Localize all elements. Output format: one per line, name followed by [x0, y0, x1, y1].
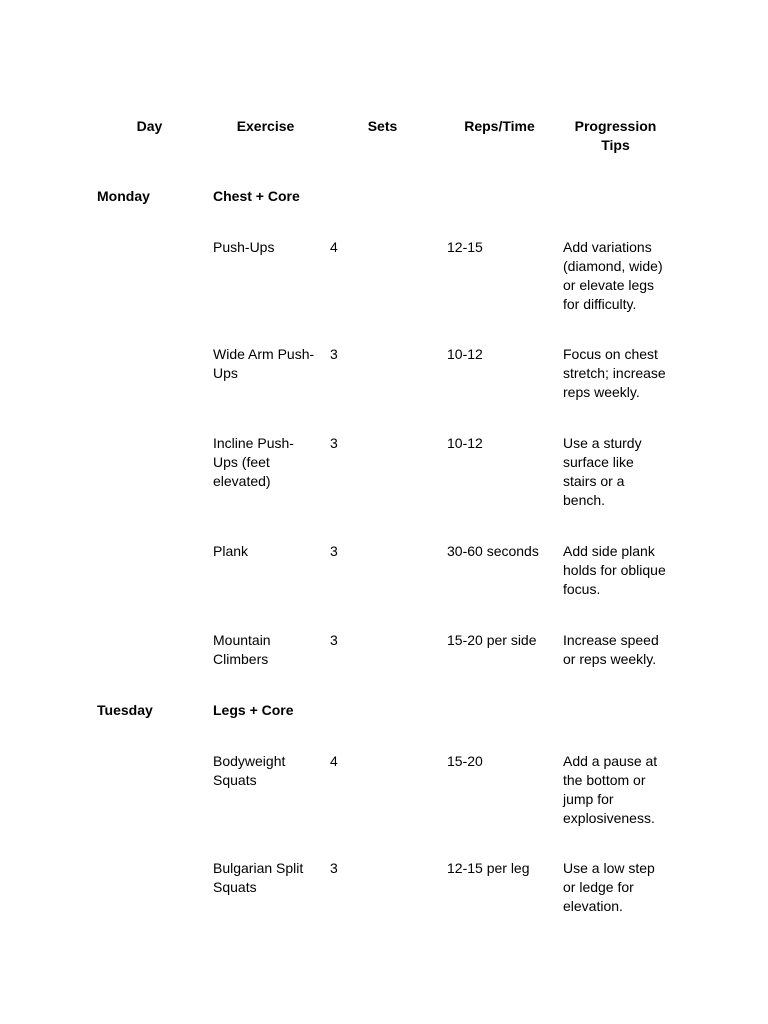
tips-cell: Use a low step or ledge for elevation.: [563, 860, 655, 914]
reps-cell: 10-12: [447, 346, 483, 362]
exercise-cell: Bodyweight Squats: [213, 753, 286, 788]
tips-cell: Increase speed or reps weekly.: [563, 632, 659, 667]
exercise-cell: Incline Push-Ups (feet elevated): [213, 435, 294, 489]
sets-cell: 3: [330, 346, 338, 362]
day-label-monday: Monday: [97, 188, 150, 204]
exercise-cell: Push-Ups: [213, 239, 275, 255]
exercise-cell: Plank: [213, 543, 249, 559]
tips-cell: Focus on chest stretch; increase reps weekly.: [563, 346, 666, 400]
focus-label-monday: Chest + Core: [213, 188, 300, 204]
reps-cell: 10-12: [447, 435, 483, 451]
header-progression-tips: Progression Tips: [574, 118, 657, 153]
sets-cell: 3: [330, 632, 338, 648]
tips-cell: Add variations (diamond, wide) or elevate legs for difficulty.: [563, 239, 663, 312]
header-reps-time: Reps/Time: [464, 118, 535, 134]
tips-cell: Add a pause at the bottom or jump for explosiveness.: [563, 753, 658, 826]
reps-cell: 12-15 per leg: [447, 860, 530, 876]
header-exercise: Exercise: [236, 118, 295, 134]
exercise-cell: Mountain Climbers: [213, 632, 271, 667]
reps-cell: 15-20: [447, 753, 483, 769]
header-sets: Sets: [367, 118, 398, 134]
focus-label-tuesday: Legs + Core: [213, 702, 294, 718]
day-label-tuesday: Tuesday: [97, 702, 153, 718]
sets-cell: 3: [330, 435, 338, 451]
tips-cell: Use a sturdy surface like stairs or a bench.: [563, 435, 642, 508]
reps-cell: 12-15: [447, 239, 483, 255]
reps-cell: 15-20 per side: [447, 632, 537, 648]
sets-cell: 3: [330, 543, 338, 559]
exercise-cell: Wide Arm Push-Ups: [213, 346, 315, 381]
header-day: Day: [136, 118, 163, 134]
sets-cell: 4: [330, 753, 338, 769]
reps-cell: 30-60 seconds: [447, 543, 539, 559]
sets-cell: 3: [330, 860, 338, 876]
tips-cell: Add side plank holds for oblique focus.: [563, 543, 666, 597]
sets-cell: 4: [330, 239, 338, 255]
exercise-cell: Bulgarian Split Squats: [213, 860, 304, 895]
